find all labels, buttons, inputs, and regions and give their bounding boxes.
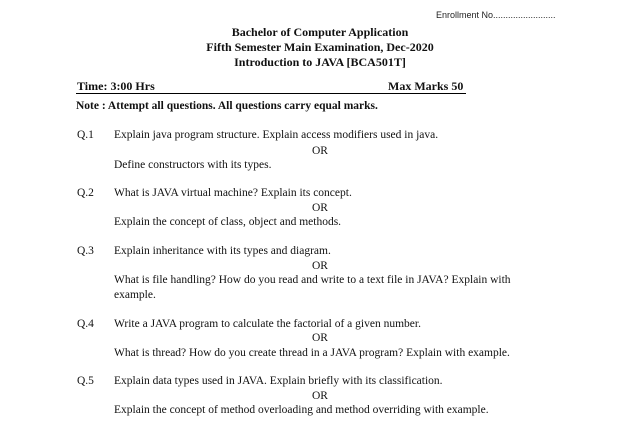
alternative-question-text: What is file handling? How do you read and write to a text file in JAVA? Explain with [114,274,511,286]
question-number: Q.5 [77,375,94,387]
degree-title: Bachelor of Computer Application [231,25,409,39]
max-marks-label: Max Marks 50 [388,79,464,93]
alternative-question-text: Define constructors with its types. [114,159,272,171]
or-separator: OR [312,260,328,272]
instructions-note: Note : Attempt all questions. All questions carry equal marks. [76,100,378,112]
question-text: What is JAVA virtual machine? Explain its concept. [114,187,352,199]
header-divider [76,93,466,94]
exam-title: Fifth Semester Main Examination, Dec-2020 [206,40,434,54]
or-separator: OR [312,332,328,344]
enrollment-label: Enrollment No......................... [436,10,556,20]
alternative-question-text: Explain the concept of class, object and methods. [114,216,342,228]
question-number: Q.1 [77,129,94,141]
alternative-question-text-continued: example. [114,289,156,301]
alternative-question-text: What is thread? How do you create thread in a JAVA program? Explain with example. [114,347,510,359]
question-number: Q.2 [77,187,94,199]
question-text: Explain inheritance with its types and diagram. [114,245,331,257]
question-text: Explain data types used in JAVA. Explain briefly with its classification. [114,375,443,387]
question-text: Write a JAVA program to calculate the factorial of a given number. [114,318,421,330]
question-number: Q.4 [77,318,94,330]
question-text: Explain java program structure. Explain access modifiers used in java. [114,129,439,141]
subject-title: Introduction to JAVA [BCA501T] [234,55,406,69]
or-separator: OR [312,145,328,157]
or-separator: OR [312,390,328,402]
question-number: Q.3 [77,245,94,257]
time-label: Time: 3:00 Hrs [77,79,155,93]
alternative-question-text: Explain the concept of method overloading and method overriding with example. [114,404,489,416]
or-separator: OR [312,202,328,214]
